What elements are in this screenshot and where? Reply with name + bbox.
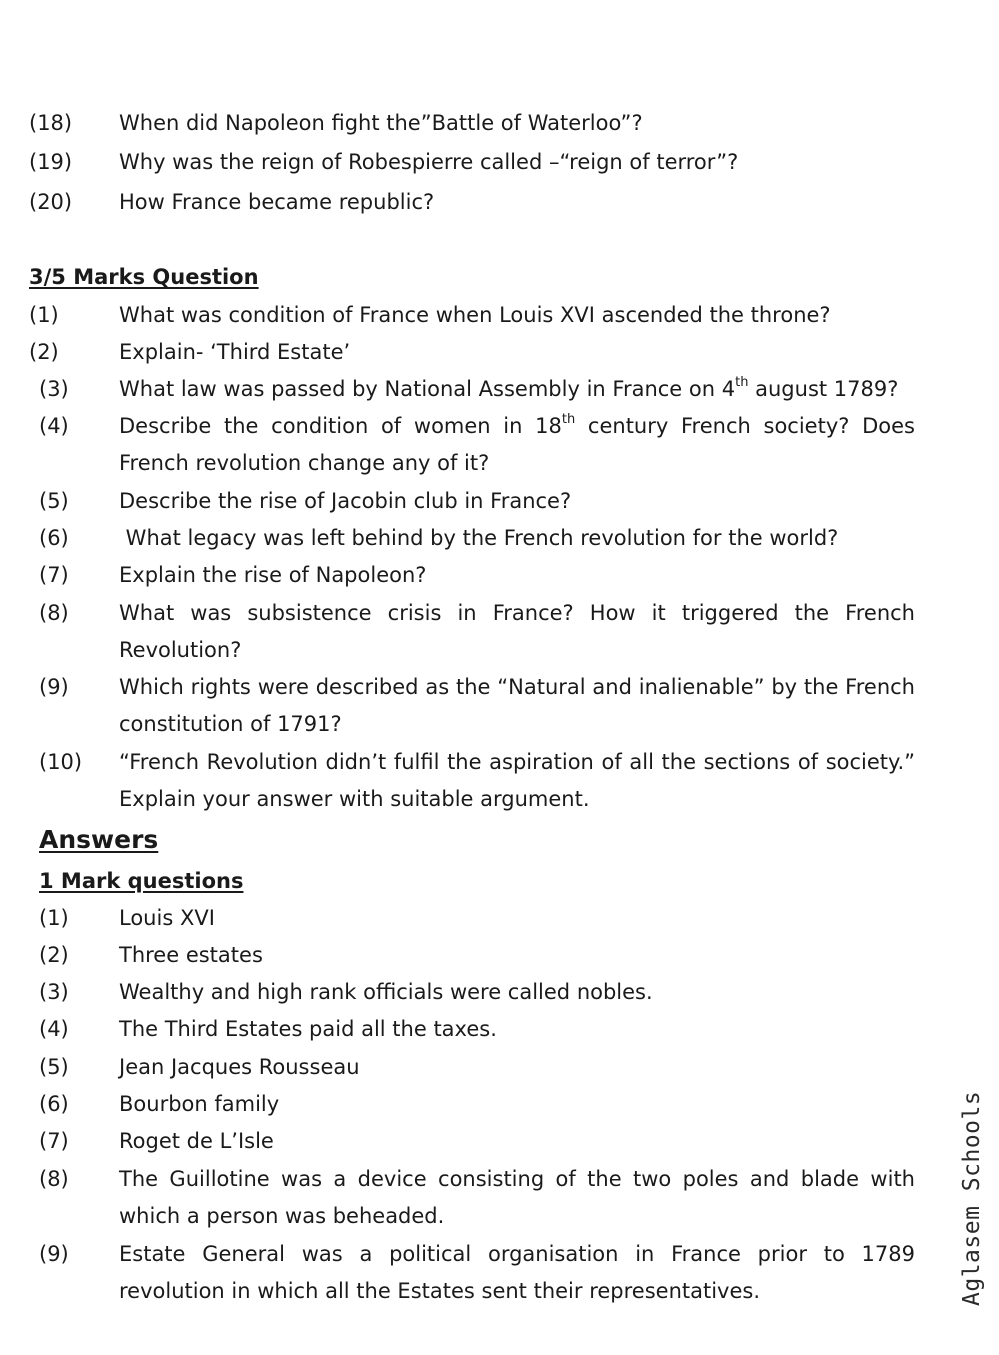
answer-number: (6): [39, 1092, 69, 1116]
question-number: (20): [29, 190, 73, 214]
question-number: (9): [39, 675, 69, 699]
question-text: When did Napoleon fight the”Battle of Waterloo”?: [119, 111, 643, 135]
answer-number: (7): [39, 1129, 69, 1153]
answer-number: (3): [39, 980, 69, 1004]
question-text: [119, 371, 915, 408]
question-number: (18): [29, 111, 73, 135]
question-number: (8): [39, 601, 69, 625]
question-text-part: august 1789?: [748, 377, 899, 401]
answer-text: Roget de L’Isle: [119, 1129, 274, 1153]
question-text: What legacy was left behind by the French revolution for the world?: [119, 526, 839, 550]
question-number: (19): [29, 150, 73, 174]
question-number: (4): [39, 414, 69, 438]
question-text: “French Revolution didn’t fulfil the aspiration of all the sections of society.” Explain your answer with suitable argument.: [119, 750, 915, 811]
answer-text: Louis XVI: [119, 906, 215, 930]
answer-text: The Guillotine was a device consisting of the two poles and blade with which a person was beheaded.: [119, 1167, 915, 1228]
answer-number: (1): [39, 906, 69, 930]
question-number: (10): [39, 750, 83, 774]
ordinal-suffix: th: [561, 412, 576, 427]
ordinal-suffix: th: [735, 375, 749, 390]
question-text: Why was the reign of Robespierre called –“reign of terror”?: [119, 150, 739, 174]
answer-text: The Third Estates paid all the taxes.: [119, 1017, 497, 1041]
aglasem-watermark: Aglasem Schools: [959, 1090, 985, 1306]
question-number: (7): [39, 563, 69, 587]
answer-text: Bourbon family: [119, 1092, 280, 1116]
question-number: (1): [29, 303, 59, 327]
question-text-part: century French society? Does French revolution change any of it?: [119, 414, 915, 475]
answer-text: Estate General was a political organisation in France prior to 1789 revolution in which all the Estates sent their representatives.: [119, 1242, 915, 1303]
question-text-part: What law was passed by National Assembly in France on 4: [119, 377, 736, 401]
answer-text: Jean Jacques Rousseau: [119, 1055, 360, 1079]
answer-number: (8): [39, 1167, 69, 1191]
answer-text: Wealthy and high rank officials were called nobles.: [119, 980, 653, 1004]
question-text: [119, 408, 915, 482]
answer-number: (2): [39, 943, 69, 967]
section-heading: 3/5 Marks Question: [29, 265, 259, 289]
answers-heading: Answers: [39, 825, 159, 854]
answer-number: (4): [39, 1017, 69, 1041]
question-number: (2): [29, 340, 59, 364]
question-text: What was condition of France when Louis XVI ascended the throne?: [119, 303, 831, 327]
question-number: (3): [39, 377, 69, 401]
answer-text: Three estates: [119, 943, 263, 967]
question-number: (5): [39, 489, 69, 513]
question-text-part: Describe the condition of women in 18: [119, 414, 562, 438]
question-text: What was subsistence crisis in France? How it triggered the French Revolution?: [119, 601, 915, 662]
one-mark-heading: 1 Mark questions: [39, 869, 244, 893]
question-text: How France became republic?: [119, 190, 435, 214]
answer-number: (5): [39, 1055, 69, 1079]
question-text: Describe the rise of Jacobin club in France?: [119, 489, 572, 513]
answer-number: (9): [39, 1242, 69, 1266]
question-text: Explain- ‘Third Estate’: [119, 340, 351, 364]
question-text: Explain the rise of Napoleon?: [119, 563, 427, 587]
question-text: Which rights were described as the “Natural and inalienable” by the French constitution of 1791?: [119, 675, 915, 736]
question-number: (6): [39, 526, 69, 550]
